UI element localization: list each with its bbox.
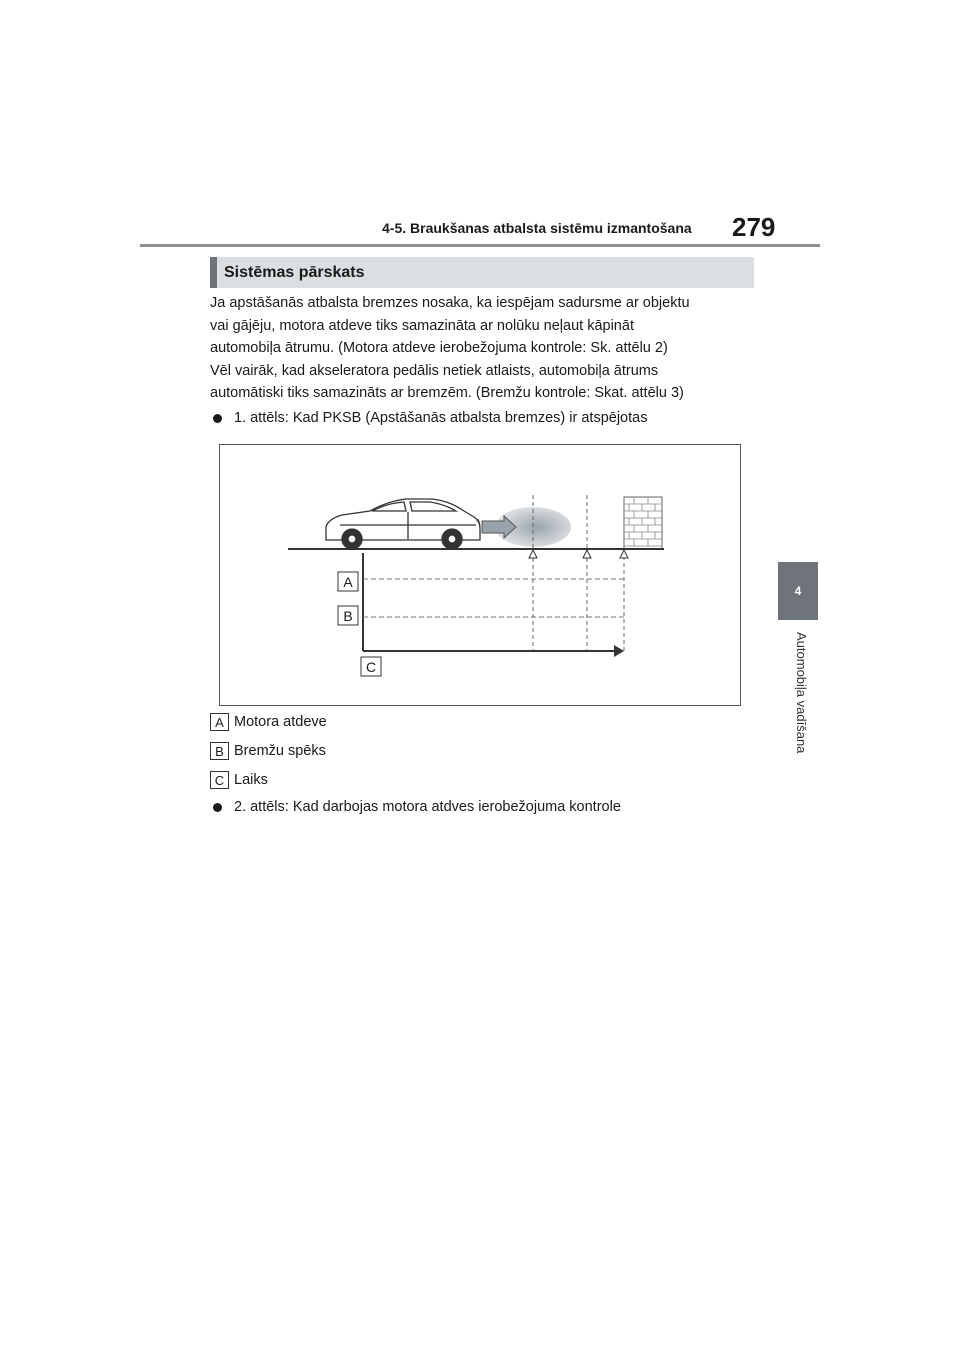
body-line: vai gājēju, motora atdeve tiks samazināta ar nolūku neļaut kāpināt	[210, 317, 634, 334]
legend-key: A	[210, 713, 229, 731]
running-header: 4-5. Braukšanas atbalsta sistēmu izmantošana	[382, 220, 692, 236]
figure-1-diagram	[220, 445, 740, 705]
body-line: automātiski tiks samazināts ar bremzēm. (Bremžu kontrole: Skat. attēlu 3)	[210, 385, 684, 401]
marker-triangle-icon	[620, 550, 628, 558]
figure-1	[219, 444, 741, 706]
bullet-text: 1. attēls: Kad PKSB (Apstāšanās atbalsta bremzes) ir atspējotas	[234, 410, 648, 426]
marker-triangle-icon	[583, 550, 591, 558]
body-line: Ja apstāšanās atbalsta bremzes nosaka, ka iespējam sadursme ar objektu	[210, 295, 690, 311]
label-b: B	[343, 608, 353, 624]
legend-text: Motora atdeve	[234, 714, 327, 730]
legend-text: Bremžu spēks	[234, 743, 326, 759]
time-axis-arrow-icon	[614, 645, 624, 657]
sensor-beam-icon	[473, 507, 571, 547]
chapter-tab	[778, 562, 818, 620]
bullet-dot-icon	[213, 414, 222, 423]
bullet-item-figure-2	[210, 799, 621, 815]
legend-key: C	[210, 771, 229, 789]
label-a: A	[343, 574, 353, 590]
section-heading	[210, 257, 754, 288]
body-paragraph	[210, 292, 770, 405]
bullet-text: 2. attēls: Kad darbojas motora atdves ierobežojuma kontrole	[234, 799, 621, 815]
label-c: C	[365, 659, 377, 675]
legend-key: B	[210, 742, 229, 760]
car-icon	[326, 499, 480, 549]
body-line: Vēl vairāk, kad akseleratora pedālis netiek atlaists, automobiļa ātrums	[210, 362, 659, 379]
brick-wall-icon	[624, 497, 662, 549]
legend-text: Laiks	[234, 772, 268, 788]
section-heading-text: Sistēmas pārskats	[224, 263, 365, 281]
bullet-item-figure-1	[210, 410, 647, 426]
legend-item-a	[210, 713, 327, 731]
body-line: automobiļa ātrumu. (Motora atdeve ierobežojuma kontrole: Sk. attēlu 2)	[210, 340, 668, 356]
bullet-dot-icon	[213, 803, 222, 812]
chapter-number: 4	[794, 584, 802, 598]
chapter-label: Automobiļa vadīšana	[794, 632, 809, 754]
legend-item-c	[210, 771, 268, 789]
marker-triangle-icon	[529, 550, 537, 558]
page-number: 279	[732, 212, 776, 242]
header-rule	[140, 244, 820, 247]
legend-item-b	[210, 742, 326, 760]
